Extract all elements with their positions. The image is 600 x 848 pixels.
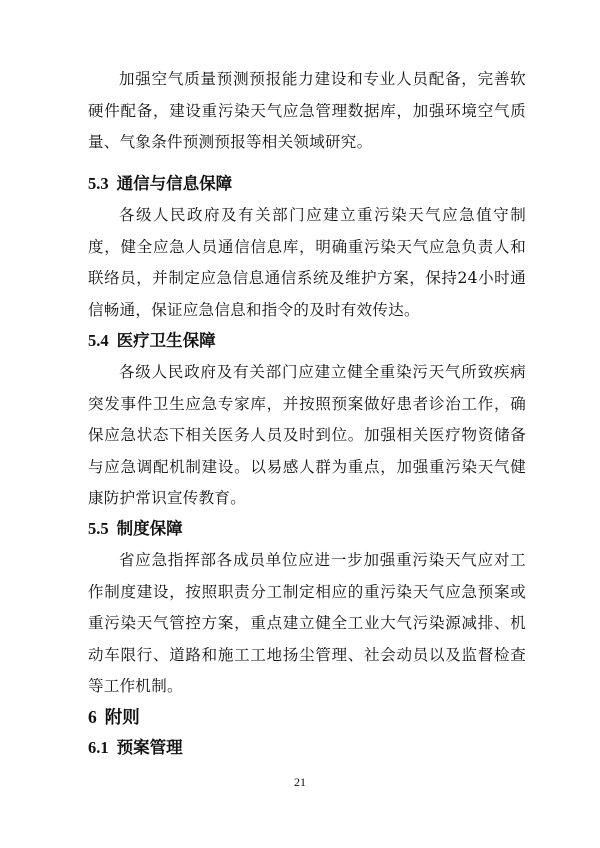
chapter-number: 6 <box>88 707 97 727</box>
section-title: 医疗卫生保障 <box>116 331 216 350</box>
section-title: 预案管理 <box>116 738 183 757</box>
section-number: 5.4 <box>88 331 109 350</box>
section-number: 5.5 <box>88 519 109 538</box>
paragraph-medical: 各级人民政府及有关部门应建立健全重染污天气所致疾病突发事件卫生应急专家库，并按照预案做好患者诊治工作，确保应急状态下相关医务人员及时到位。加强相关医疗物资储备与应急调配机制建设。以易感人群为重点，加强重污染天气健康防护常识宣传教育。 <box>88 363 526 507</box>
chapter-heading-6 <box>88 705 140 730</box>
section-number: 6.1 <box>88 738 109 757</box>
paragraph-system: 省应急指挥部各成员单位应进一步加强重污染天气应对工作制度建设，按照职责分工制定相应的重污染天气应急预案或重污染天气管控方案，重点建立健全工业大气污染源减排、机动车限行、道路和施工工地扬尘管理、社会动员以及监督检查等工作机制。 <box>88 551 526 695</box>
section-heading-5-5 <box>88 517 183 541</box>
paragraph-communication: 各级人民政府及有关部门应建立重污染天气应急值守制度，健全应急人员通信信息库，明确重污染天气应急负责人和联络员，并制定应急信息通信系统及维护方案，保持24小时通信畅通，保证应急信息和指令的及时有效传达。 <box>88 206 526 319</box>
section-heading-5-3 <box>88 172 232 196</box>
page-number: 21 <box>294 775 306 789</box>
section-heading-6-1 <box>88 736 183 760</box>
section-title: 制度保障 <box>116 519 183 538</box>
paragraph-capacity-building: 加强空气质量预测预报能力建设和专业人员配备，完善软硬件配备，建设重污染天气应急管理数据库，加强环境空气质量、气象条件预测预报等相关领域研究。 <box>88 70 526 151</box>
chapter-title: 附则 <box>104 708 140 728</box>
section-number: 5.3 <box>88 174 109 193</box>
section-heading-5-4 <box>88 329 216 353</box>
section-title: 通信与信息保障 <box>116 174 233 193</box>
